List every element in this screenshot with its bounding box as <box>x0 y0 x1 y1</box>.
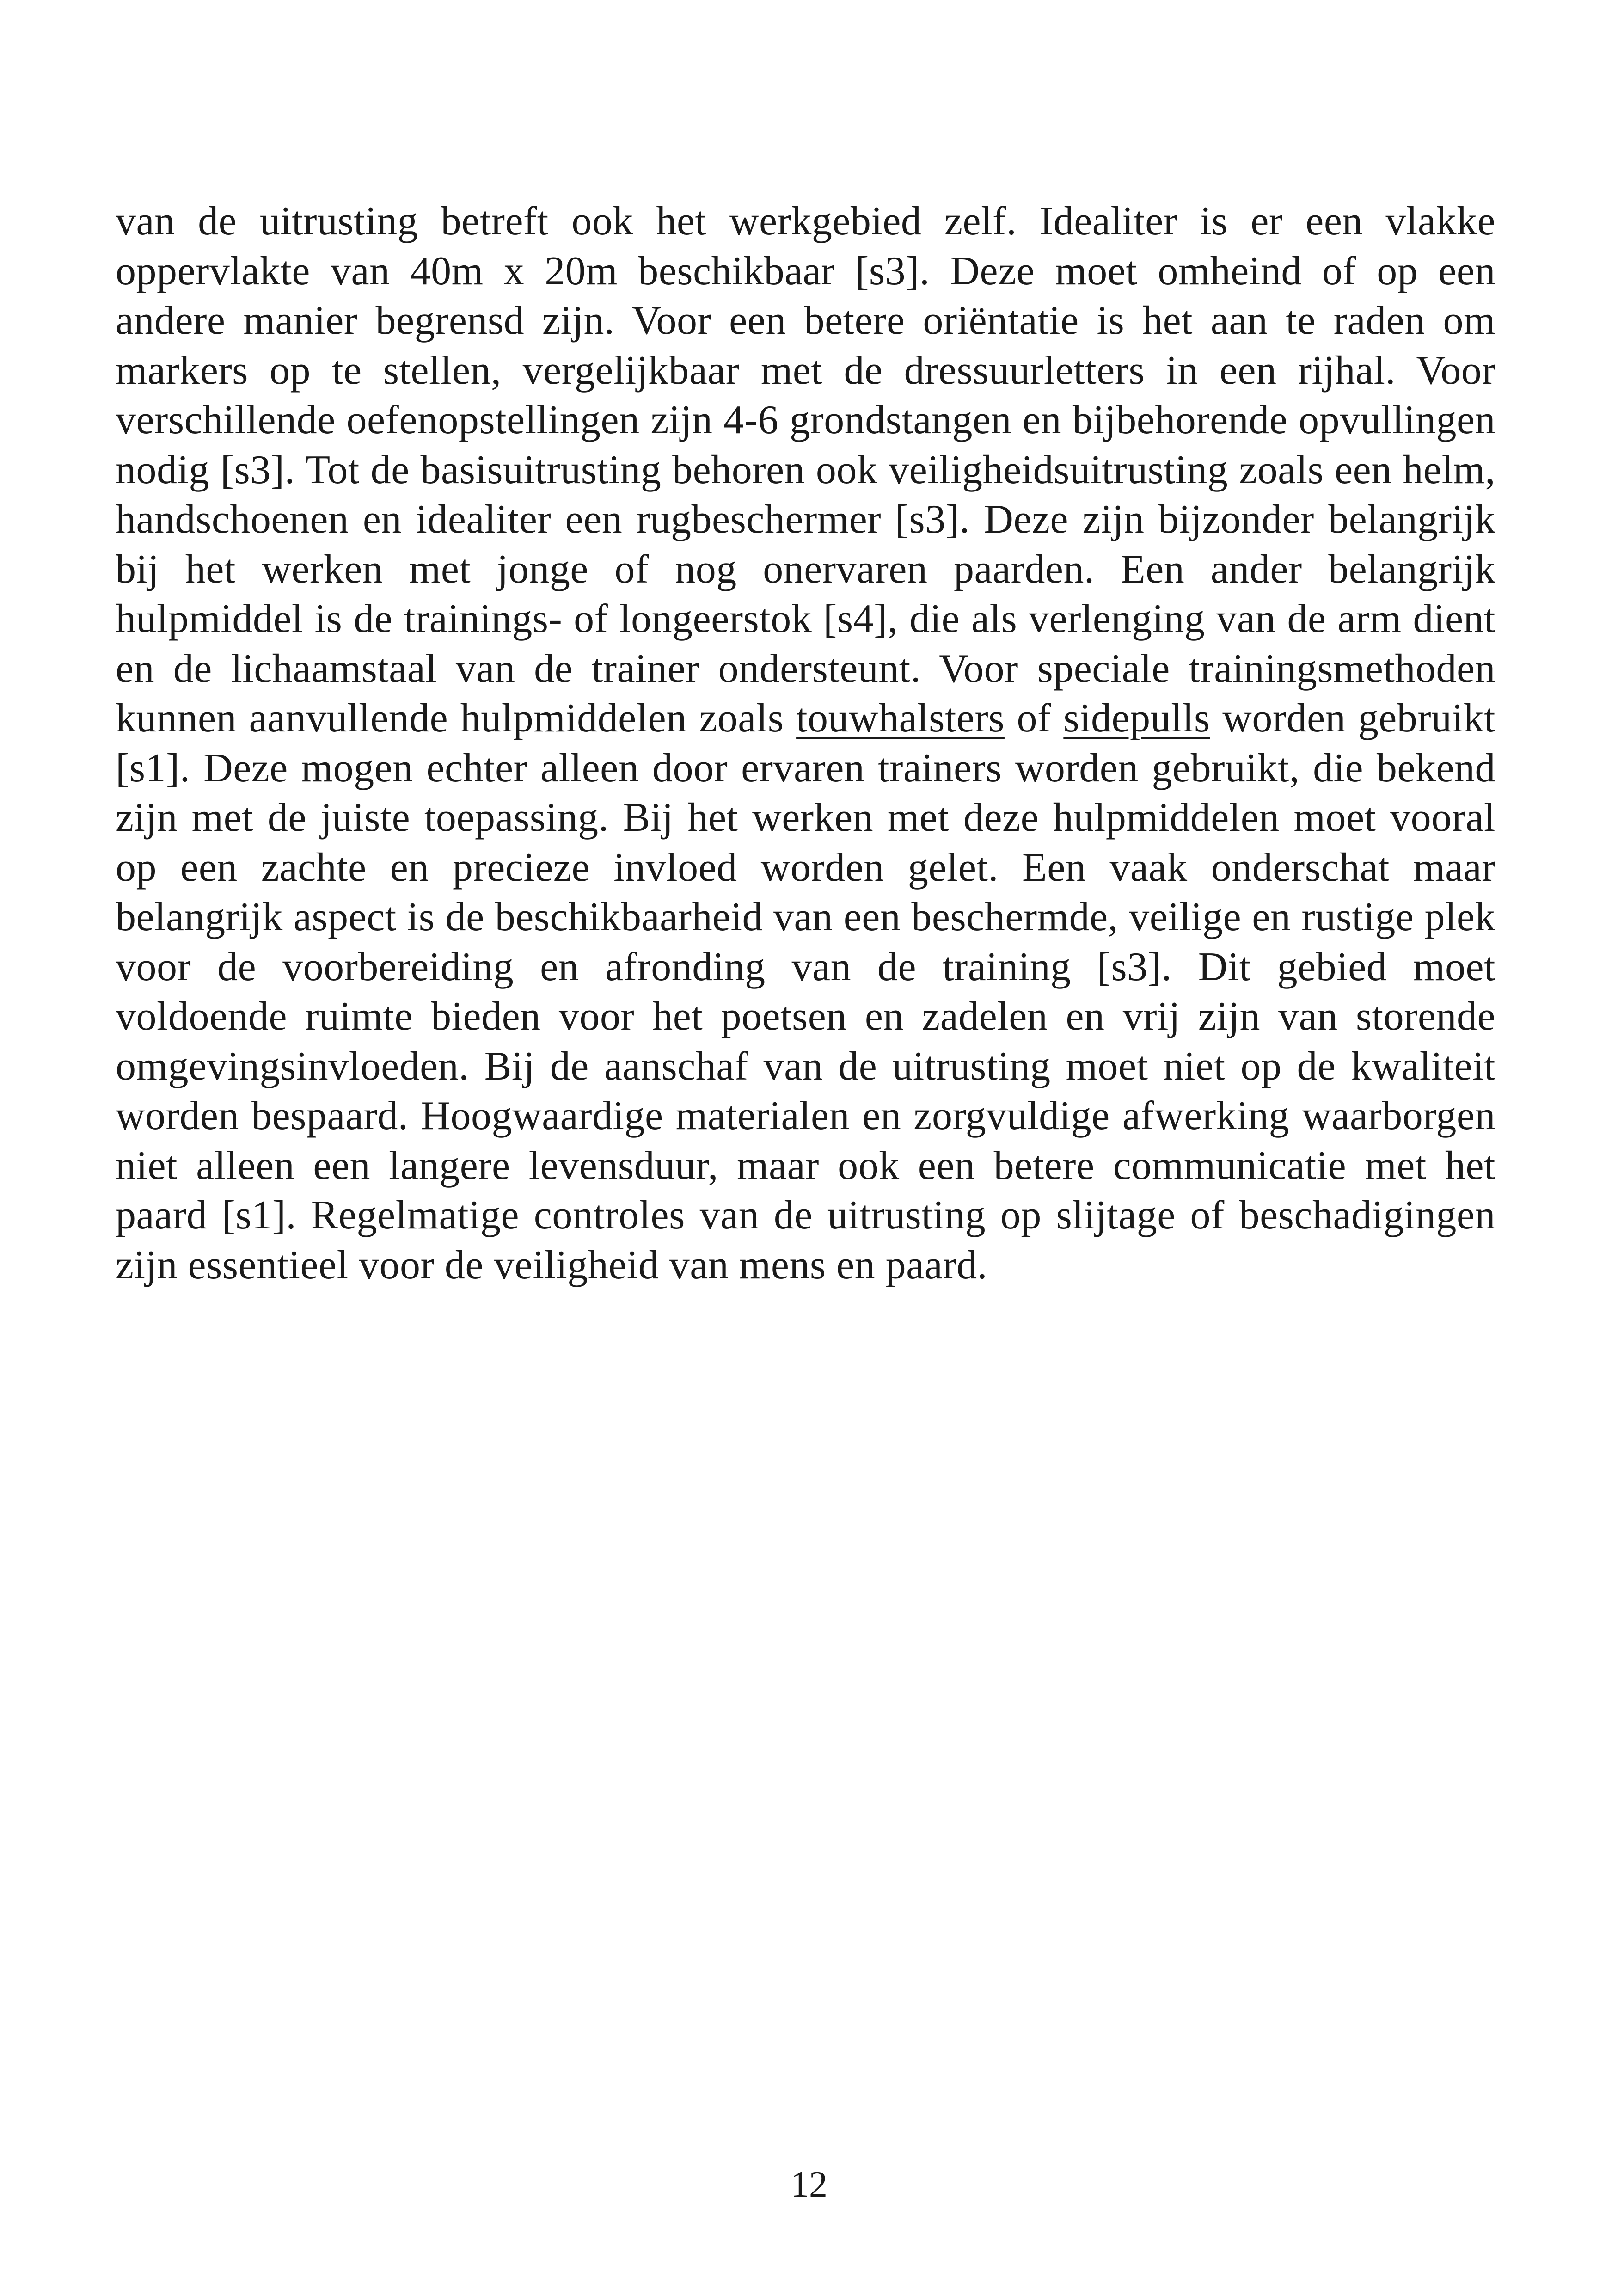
page-number: 12 <box>791 2164 827 2205</box>
term-touwhalsters: touwhalsters <box>796 696 1005 741</box>
paragraph-text-part-2: of <box>1004 696 1064 741</box>
term-sidepulls: sidepulls <box>1063 696 1210 741</box>
paragraph-text-part-3: worden gebruikt [s1]. Deze mogen echter alleen door ervaren trainers worden gebruikt, die bekend zijn met de juiste toepassing. Bij het werken met deze hulpmiddelen moet vooral op een zachte en precieze invloed worden gelet. Een vaak onderschat maar belangrijk aspect is de beschikbaarheid van een beschermde, veilige en rustige plek voor de voorbereiding en afronding van de training [s3]. Dit gebied moet voldoende ruimte bieden voor het poetsen en zadelen en vrij zijn van storende omgevingsinvloeden. Bij de aanschaf van de uitrusting moet niet op de kwaliteit worden bespaard. Hoogwaardige materialen en zorgvuldige afwerking waarborgen niet alleen een langere levensduur, maar ook een betere communicatie met het paard [s1]. Regelmatige controles van de uitrusting op slijtage of beschadigingen zijn essentieel voor de veiligheid van mens en paard. <box>116 696 1495 1288</box>
paragraph-text-part-1: van de uitrusting betreft ook het werkgebied zelf. Idealiter is er een vlakke oppervlakte van 40m x 20m beschikbaar [s3]. Deze moet omheind of op een andere manier begrensd zijn. Voor een betere oriëntatie is het aan te raden om markers op te stellen, vergelijkbaar met de dressuurletters in een rijhal. Voor verschillende oefenopstellingen zijn 4-6 grondstangen en bijbehorende opvullingen nodig [s3]. Tot de basisuitrusting behoren ook veiligheidsuitrusting zoals een helm, handschoenen en idealiter een rugbeschermer [s3]. Deze zijn bijzonder belangrijk bij het werken met jonge of nog onervaren paarden. Een ander belangrijk hulpmiddel is de trainings- of longeerstok [s4], die als verlenging van de arm dient en de lichaamstaal van de trainer ondersteunt. Voor speciale trainingsmethoden kunnen aanvullende hulpmiddelen zoals <box>116 199 1495 741</box>
body-paragraph <box>116 196 1495 1290</box>
